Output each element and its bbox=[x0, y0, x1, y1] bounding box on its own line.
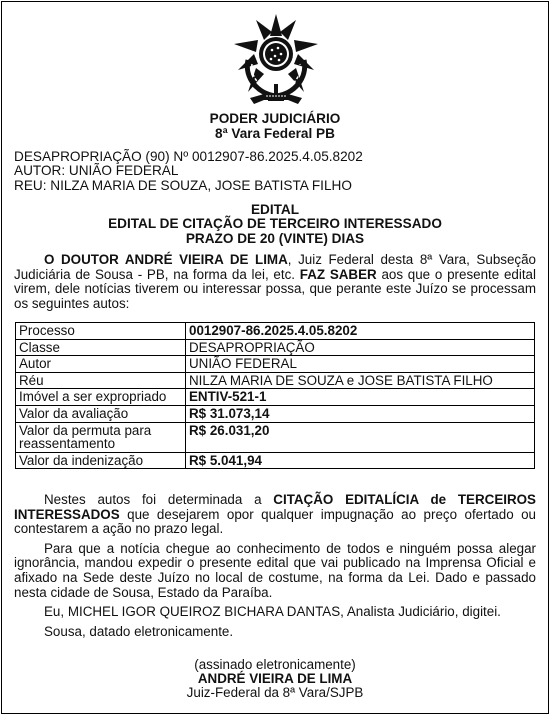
table-row bbox=[16, 372, 535, 389]
table-row bbox=[16, 405, 535, 422]
table-row bbox=[16, 422, 535, 452]
row-value: UNIÃO FEDERAL bbox=[186, 356, 535, 373]
row-value: NILZA MARIA DE SOUZA e JOSE BATISTA FILHO bbox=[186, 372, 535, 389]
table-row bbox=[16, 356, 535, 373]
edital-title bbox=[2, 203, 548, 246]
row-key: Imóvel a ser expropriado bbox=[16, 389, 186, 406]
row-value: R$ 31.073,14 bbox=[186, 405, 535, 422]
row-key: Valor da permuta para reassentamento bbox=[16, 422, 186, 452]
case-number-line: DESAPROPRIAÇÃO (90) Nº 0012907-86.2025.4.05.8202 bbox=[14, 149, 363, 164]
title-edital: EDITAL bbox=[250, 202, 300, 217]
table-row bbox=[16, 389, 535, 406]
row-value: DESAPROPRIAÇÃO bbox=[186, 339, 535, 356]
row-key: Réu bbox=[16, 372, 186, 389]
signature-block bbox=[2, 658, 548, 701]
row-key: Valor da indenização bbox=[16, 452, 186, 469]
brazil-coat-of-arms-icon bbox=[234, 14, 318, 106]
intro-text-2: aos que o presente edital virem, dele notícias tiverem ou interessar possa, que perante este Juízo se processam os seguintes autos: bbox=[14, 266, 536, 311]
publication-paragraph: Para que a notícia chegue ao conhecimento de todos e ninguém possa alegar ignorância, mandou expedir o presente edital que vai publicado na Imprensa Oficial e afixado na Sede deste Juízo no local de costume, na forma da Lei. Dado e passado nesta cidade de Sousa, Estado da Paraíba. bbox=[14, 540, 536, 600]
edital-body bbox=[14, 493, 536, 644]
row-value: R$ 26.031,20 bbox=[186, 422, 535, 452]
faz-saber: FAZ SABER bbox=[299, 266, 377, 282]
signatory-role: Juiz-Federal da 8ª Vara/SJPB bbox=[186, 685, 364, 701]
signature-note: (assinado eletronicamente) bbox=[194, 657, 356, 672]
intro-paragraph bbox=[14, 253, 536, 311]
title-deadline: PRAZO DE 20 (VINTE) DIAS bbox=[185, 230, 365, 246]
case-defendant-line: REU: NILZA MARIA DE SOUZA, JOSE BATISTA FILHO bbox=[14, 177, 352, 193]
table-row bbox=[16, 452, 535, 469]
court-name: 8ª Vara Federal PB bbox=[215, 125, 335, 141]
row-key: Autor bbox=[16, 356, 186, 373]
edital-page bbox=[1, 1, 549, 714]
row-value: 0012907-86.2025.4.05.8202 bbox=[186, 323, 535, 340]
org-name: PODER JUDICIÁRIO bbox=[209, 111, 341, 126]
row-key: Processo bbox=[16, 323, 186, 340]
process-table bbox=[15, 322, 535, 469]
row-key: Classe bbox=[16, 339, 186, 356]
signatory-name: ANDRÉ VIEIRA DE LIMA bbox=[197, 671, 353, 687]
case-info bbox=[14, 150, 536, 193]
judge-name: O DOUTOR ANDRÉ VIEIRA DE LIMA bbox=[44, 252, 288, 267]
intro-text-1: , Juiz Federal desta 8ª Vara, Subseção Judiciária de Sousa - PB, na forma da lei, etc. bbox=[14, 252, 536, 282]
row-key: Valor da avaliação bbox=[16, 405, 186, 422]
row-value: R$ 5.041,94 bbox=[186, 452, 535, 469]
citation-text-1: Nestes autos foi determinada a bbox=[44, 492, 274, 507]
row-value: ENTIV-521-1 bbox=[186, 389, 535, 406]
title-citation: EDITAL DE CITAÇÃO DE TERCEIRO INTERESSADO bbox=[108, 216, 442, 232]
header bbox=[2, 112, 548, 141]
date-paragraph: Sousa, datado eletronicamente. bbox=[44, 623, 234, 639]
citation-paragraph bbox=[14, 493, 536, 537]
table-row bbox=[16, 339, 535, 356]
table-row bbox=[16, 323, 535, 340]
case-author-line: AUTOR: UNIÃO FEDERAL bbox=[14, 163, 179, 179]
citation-bold: CITAÇÃO EDITALÍCIA de TERCEIROS INTERESSADOS bbox=[14, 492, 536, 522]
typist-paragraph: Eu, MICHEL IGOR QUEIROZ BICHARA DANTAS, Analista Judiciário, digitei. bbox=[44, 604, 501, 620]
citation-text-2: que desejarem opor qualquer impugnação ao preço ofertado ou contestarem a ação no prazo legal. bbox=[14, 506, 536, 537]
